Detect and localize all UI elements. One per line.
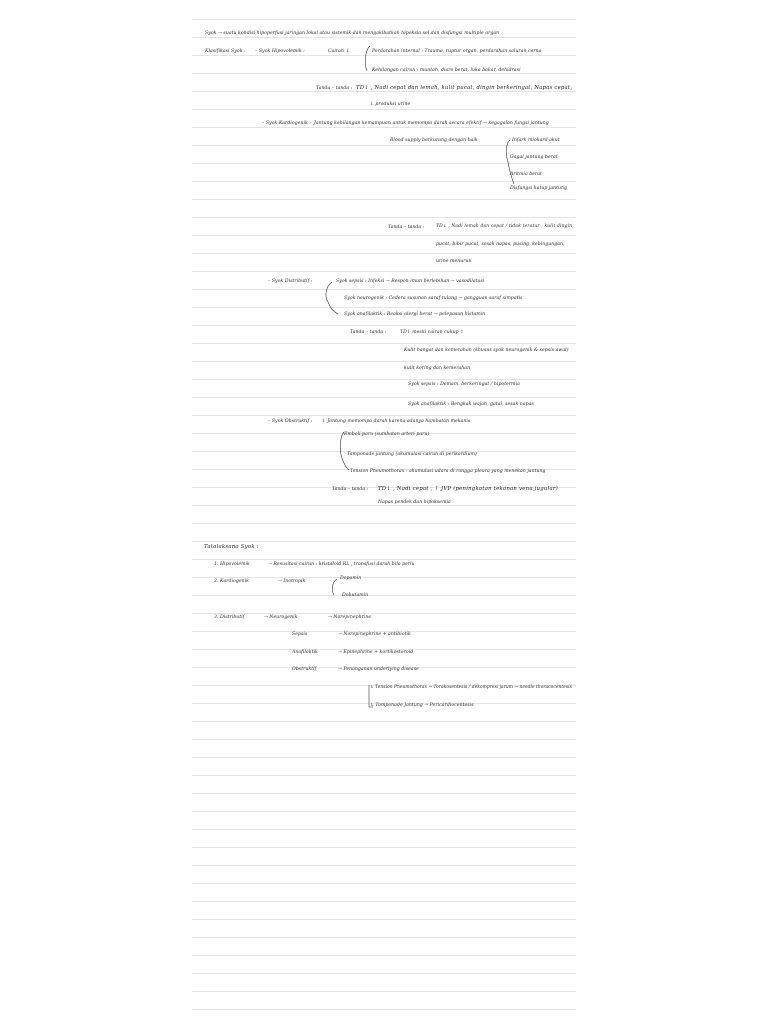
note-line: Syok sepsis : Demam, berkeringat / hipotermia bbox=[408, 382, 520, 387]
note-label: – Syok Kardiogenik : bbox=[262, 121, 311, 126]
note-line: → Neurogenik bbox=[264, 615, 298, 620]
note-line: Infark miokard akut bbox=[512, 138, 560, 143]
note-line: Syok → suatu kondisi hipoperfusi jaringan lokal atau sistemik dan mengakibatkan hipoksia sel dan disfungsi multiple organ bbox=[205, 31, 500, 36]
note-label: Obstruktif bbox=[292, 667, 317, 672]
note-label: Tanda – tanda : bbox=[316, 86, 353, 91]
section-title: Tatalaksana Syok : bbox=[204, 544, 259, 550]
note-line: Tension Pneumothorax : akumulasi udara di rongga pleura yang menekan jantung bbox=[350, 469, 546, 474]
note-line: TD↓ , Nadi lemah dan cepat / tidak teratur , kulit dingin, bbox=[436, 224, 574, 229]
note-line: ↳ Tension Pneumothorax → Torakosentesis / dekompresi jarum → needle thoracocentesis bbox=[370, 685, 572, 690]
note-line: Syok neurogenik : Cedera susunan saraf tulang → gangguan saraf simpatis bbox=[344, 296, 523, 301]
note-line: ↓ produksi urine bbox=[370, 102, 411, 107]
note-line: TD↓ meski cairan cukup ↑ bbox=[400, 330, 465, 335]
note-label: Tanda – tanda : bbox=[388, 225, 425, 230]
note-label: Sepsis bbox=[292, 632, 308, 637]
note-line: Aritmia berat bbox=[510, 172, 542, 177]
note-line: ↓ Jantung memompa darah karena adanya hambatan mekanis bbox=[322, 419, 471, 424]
note-line: Syok sepsis : Infeksi → Respon imun berlebihan → vasodilatasi bbox=[336, 279, 485, 284]
note-label: – Syok Hipovolemik : bbox=[255, 49, 305, 54]
note-label: Tanda – tanda : bbox=[332, 487, 369, 492]
note-line: Emboli paru (sumbatan arteri paru) bbox=[344, 432, 430, 437]
note-line: → Norepinephrine bbox=[328, 615, 372, 620]
note-line: pucat, bibir pucat, sesak napas, pusing, kebingungan, bbox=[436, 242, 565, 247]
note-line: → Norepinephrine + antibiotik bbox=[338, 632, 411, 637]
note-line: kulit kering dan kemerahan bbox=[404, 366, 471, 371]
note-line: Dopamin bbox=[340, 576, 362, 581]
note-line: urine menurun bbox=[436, 259, 472, 264]
note-line: Syok anafilaktik : Reaksi alergi berat → pelepasan histamin bbox=[344, 312, 486, 317]
note-line: → Epinephrine + kortikosteroid bbox=[338, 650, 414, 655]
note-line: ↳ Tamponade Jantung → Pericardiocentesis bbox=[370, 703, 474, 708]
note-line: → Inotropik bbox=[278, 579, 306, 584]
note-line: Jantung kehilangan kemampuan untuk memompa darah secara efektif → kegagalan fungsi jantung bbox=[314, 121, 549, 126]
note-label: 2. Kardiogenik bbox=[214, 579, 249, 584]
note-label: 1. Hipovolemik bbox=[214, 562, 250, 567]
note-line: Dobutamin bbox=[342, 593, 369, 598]
note-line: Napas pendek dan hipoksemia bbox=[378, 500, 451, 505]
note-label: Klasifikasi Syok : bbox=[205, 49, 246, 54]
note-line: Disfungsi katup jantung bbox=[510, 186, 568, 191]
note-line: TD↓ , Nadi cepat , ↑ JVP (peningkatan tekanan vena jugular) bbox=[378, 486, 558, 492]
note-line: Cairan ↓ bbox=[328, 49, 350, 54]
note-line: Tamponade jantung (akumulasi cairan di perikardium) bbox=[347, 452, 477, 457]
note-label: Anafilaktik bbox=[292, 650, 318, 655]
note-line: Kehilangan cairan : muntah, diare berat, luka bakar, dehidrasi bbox=[372, 68, 521, 73]
note-line: → Penanganan underlying disease bbox=[338, 667, 419, 672]
note-line: Perdarahan internal : Trauma, ruptur organ, perdarahan saluran cerna bbox=[372, 49, 542, 54]
note-label: – Syok Obstruktif : bbox=[268, 419, 313, 424]
note-line: TD↓ , Nadi cepat dan lemah, kulit pucat, dingin berkeringat, Napas cepat, bbox=[356, 85, 573, 91]
notebook-page bbox=[192, 0, 576, 1024]
note-line: Kulit hangat dan kemerahan (khusus syok neurogenik & sepsis awal) bbox=[404, 348, 569, 353]
note-label: 3. Distributif bbox=[214, 615, 245, 620]
note-label: – Syok Distributif : bbox=[268, 279, 313, 284]
note-line: → Resusitasi cairan : kristaloid RL , transfusi darah bila perlu bbox=[268, 562, 415, 567]
handwritten-brackets bbox=[192, 0, 576, 1024]
note-line: Gagal jantung berat bbox=[510, 155, 558, 160]
note-label: Tanda – tanda : bbox=[350, 330, 387, 335]
note-line: Syok anafilaktik : Bengkak wajah, gatal, sesak napas bbox=[408, 402, 534, 407]
note-line: Blood supply berkurang dengan baik bbox=[390, 138, 478, 143]
